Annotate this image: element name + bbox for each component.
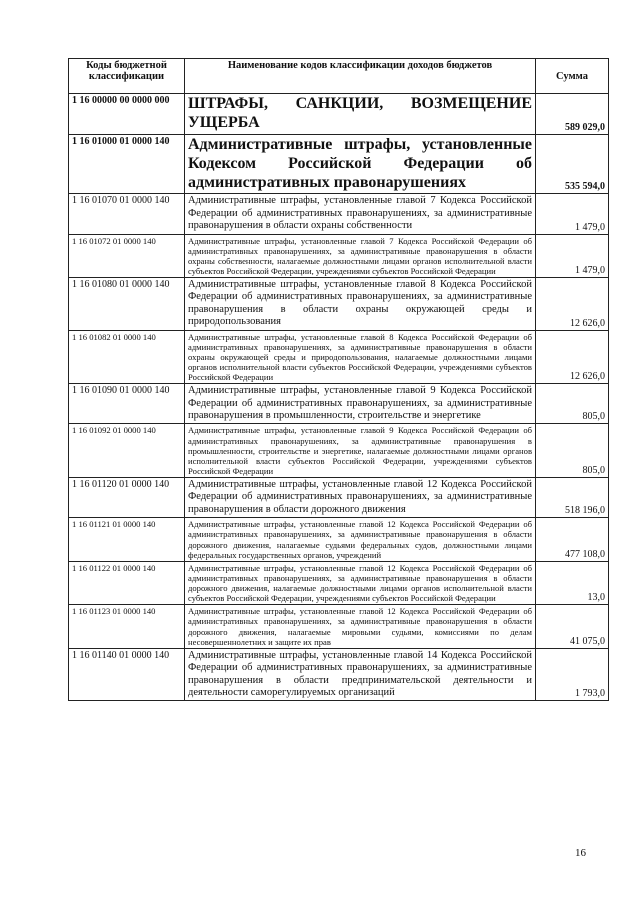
row-code: 1 16 01122 01 0000 140 xyxy=(69,561,185,605)
table-row xyxy=(69,134,609,194)
row-name: Административные штрафы, установленные главой 7 Кодекса Российской Федерации об административных правонарушениях, за административные правонарушения в области охраны собственности, налагаемые должностными лицами органов исполнительной власти субъектов Российской Федерации, учреждениями субъектов Российской Федерации xyxy=(185,234,536,278)
row-sum: 13,0 xyxy=(536,561,609,605)
row-name: Административные штрафы, установленные главой 8 Кодекса Российской Федерации об административных правонарушениях, за административные правонарушения в области охраны окружающей среды и природопользования xyxy=(185,278,536,331)
row-name: Административные штрафы, установленные главой 9 Кодекса Российской Федерации об административных правонарушениях, за административные правонарушения в промышленности, строительстве и энергетике xyxy=(185,384,536,424)
row-sum: 1 479,0 xyxy=(536,234,609,278)
row-sum: 1 479,0 xyxy=(536,194,609,234)
row-sum: 805,0 xyxy=(536,424,609,478)
row-name: Административные штрафы, установленные главой 12 Кодекса Российской Федерации об административных правонарушениях, за административные правонарушения в области дорожного движения, налагаемые мировыми судьями, комиссиями по делам несовершеннолетних и защите их прав xyxy=(185,605,536,649)
table-row xyxy=(69,194,609,234)
row-sum: 41 075,0 xyxy=(536,605,609,649)
row-code: 1 16 01080 01 0000 140 xyxy=(69,278,185,331)
row-code: 1 16 01121 01 0000 140 xyxy=(69,518,185,562)
row-sum: 805,0 xyxy=(536,384,609,424)
row-sum: 12 626,0 xyxy=(536,330,609,384)
table-row xyxy=(69,478,609,518)
row-code: 1 16 01070 01 0000 140 xyxy=(69,194,185,234)
row-name: Административные штрафы, установленные главой 14 Кодекса Российской Федерации об административных правонарушениях, за административные правонарушения в области предпринимательской деятельности и деятельности саморегулируемых организаций xyxy=(185,648,536,701)
header-name: Наименование кодов классификации доходов бюджетов xyxy=(185,59,536,94)
row-name: ШТРАФЫ, САНКЦИИ, ВОЗМЕЩЕНИЕ УЩЕРБА xyxy=(185,94,536,135)
row-code: 1 16 01092 01 0000 140 xyxy=(69,424,185,478)
table-row xyxy=(69,234,609,278)
row-sum: 477 108,0 xyxy=(536,518,609,562)
header-sum: Сумма xyxy=(536,59,609,94)
table-row xyxy=(69,384,609,424)
row-code: 1 16 01123 01 0000 140 xyxy=(69,605,185,649)
row-code: 1 16 00000 00 0000 000 xyxy=(69,94,185,135)
row-name: Административные штрафы, установленные главой 12 Кодекса Российской Федерации об административных правонарушениях, за административные правонарушения в области дорожного движения xyxy=(185,478,536,518)
row-code: 1 16 01120 01 0000 140 xyxy=(69,478,185,518)
row-sum: 1 793,0 xyxy=(536,648,609,701)
row-code: 1 16 01000 01 0000 140 xyxy=(69,134,185,194)
row-code: 1 16 01140 01 0000 140 xyxy=(69,648,185,701)
table-row xyxy=(69,424,609,478)
table-row xyxy=(69,94,609,135)
table-row xyxy=(69,330,609,384)
page-number: 16 xyxy=(575,847,586,859)
row-name: Административные штрафы, установленные главой 12 Кодекса Российской Федерации об административных правонарушениях, за административные правонарушения в области дорожного движения, налагаемые должностными лицами органов исполнительной власти субъектов Российской Федерации, учреждениями субъектов Российской Федерации xyxy=(185,561,536,605)
table-row xyxy=(69,278,609,331)
row-name: Административные штрафы, установленные главой 8 Кодекса Российской Федерации об административных правонарушениях, за административные правонарушения в области охраны окружающей среды и природопользования, налагаемые должностными лицами органов исполнительной власти субъектов Российской Федерации, учреждениями субъектов Российской Федерации xyxy=(185,330,536,384)
row-sum: 518 196,0 xyxy=(536,478,609,518)
row-sum: 12 626,0 xyxy=(536,278,609,331)
table-row xyxy=(69,605,609,649)
table-row xyxy=(69,648,609,701)
row-sum: 589 029,0 xyxy=(536,94,609,135)
row-code: 1 16 01082 01 0000 140 xyxy=(69,330,185,384)
row-name: Административные штрафы, установленные главой 12 Кодекса Российской Федерации об административных правонарушениях, за административные правонарушения в области дорожного движения, налагаемые судьями федеральных судов, должностными лицами федеральных государственных органов, учреждений xyxy=(185,518,536,562)
row-code: 1 16 01072 01 0000 140 xyxy=(69,234,185,278)
revenue-table xyxy=(68,58,609,701)
row-name: Административные штрафы, установленные главой 9 Кодекса Российской Федерации об административных правонарушениях, за административные правонарушения в промышленности, строительстве и энергетике, налагаемые должностными лицами органов исполнительной власти субъектов Российской Федерации, учреждениями субъектов Российской Федерации xyxy=(185,424,536,478)
header-code: Коды бюджетной классификации xyxy=(69,59,185,94)
table-row xyxy=(69,518,609,562)
row-sum: 535 594,0 xyxy=(536,134,609,194)
row-code: 1 16 01090 01 0000 140 xyxy=(69,384,185,424)
row-name: Административные штрафы, установленные Кодексом Российской Федерации об административных правонарушениях xyxy=(185,134,536,194)
table-row xyxy=(69,561,609,605)
table-header xyxy=(69,59,609,94)
row-name: Административные штрафы, установленные главой 7 Кодекса Российской Федерации об административных правонарушениях, за административные правонарушения в области охраны собственности xyxy=(185,194,536,234)
